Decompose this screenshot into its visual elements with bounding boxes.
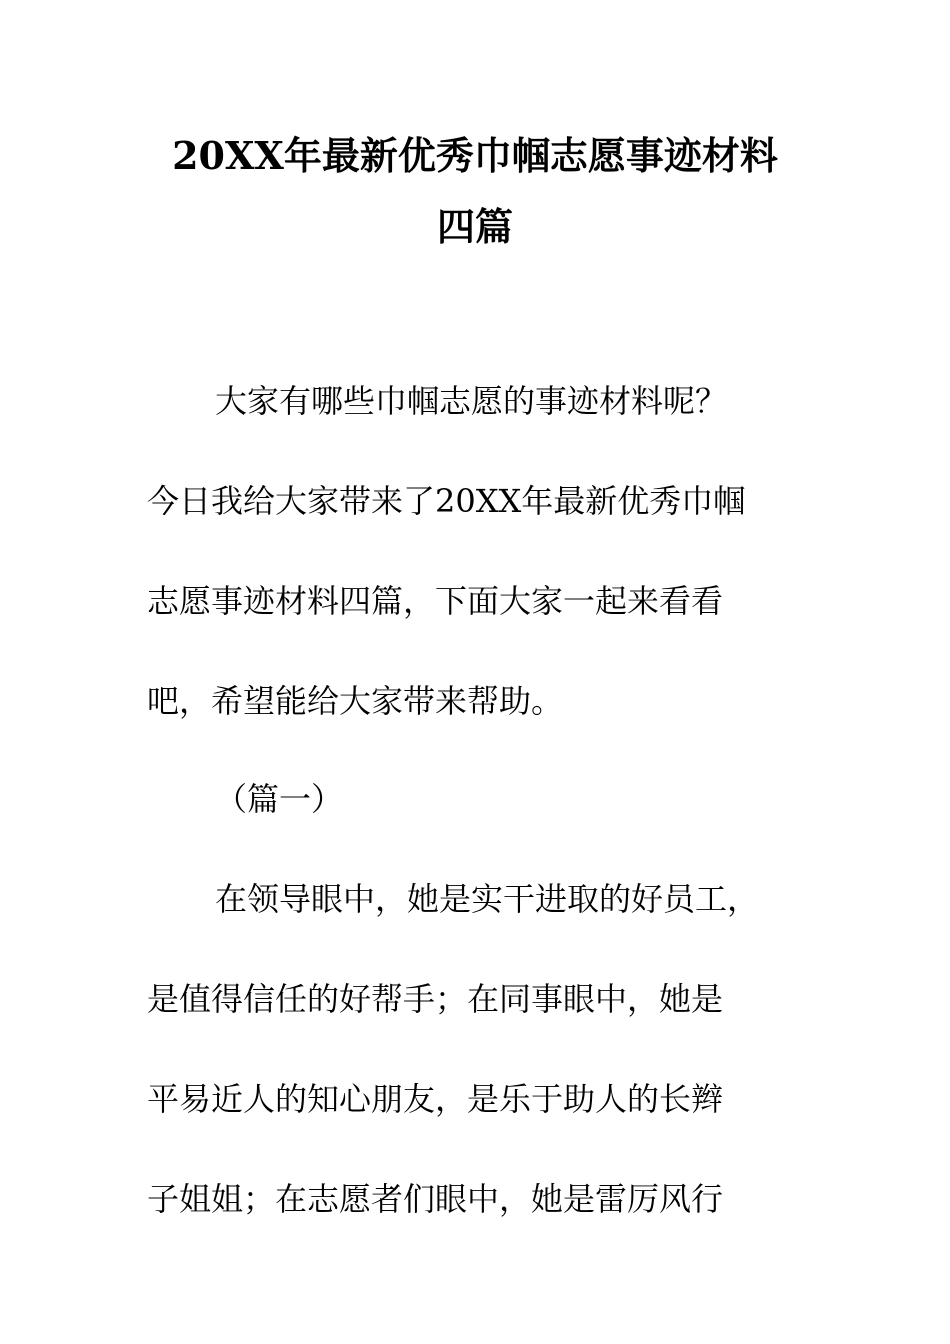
- document-title-line-2: 四篇: [436, 204, 513, 249]
- intro-line-2: 今日我给大家带来了20XX年最新优秀巾帼: [147, 482, 746, 520]
- document-title-line-1: 20XX年最新优秀巾帼志愿事迹材料: [172, 133, 778, 178]
- intro-line-4: 吧，希望能给大家带来帮助。: [147, 682, 564, 720]
- body-line-4: 子姐姐；在志愿者们眼中，她是雷厉风行: [147, 1180, 724, 1218]
- intro-line-1: 大家有哪些巾帼志愿的事迹材料呢？: [215, 382, 728, 420]
- body-line-2: 是值得信任的好帮手；在同事眼中，她是: [147, 980, 724, 1018]
- body-line-1: 在领导眼中，她是实干进取的好员工，: [215, 880, 760, 918]
- intro-line-3: 志愿事迹材料四篇，下面大家一起来看看: [147, 582, 724, 620]
- body-line-3: 平易近人的知心朋友，是乐于助人的长辫: [147, 1080, 724, 1118]
- section-heading: （篇一）: [215, 780, 344, 818]
